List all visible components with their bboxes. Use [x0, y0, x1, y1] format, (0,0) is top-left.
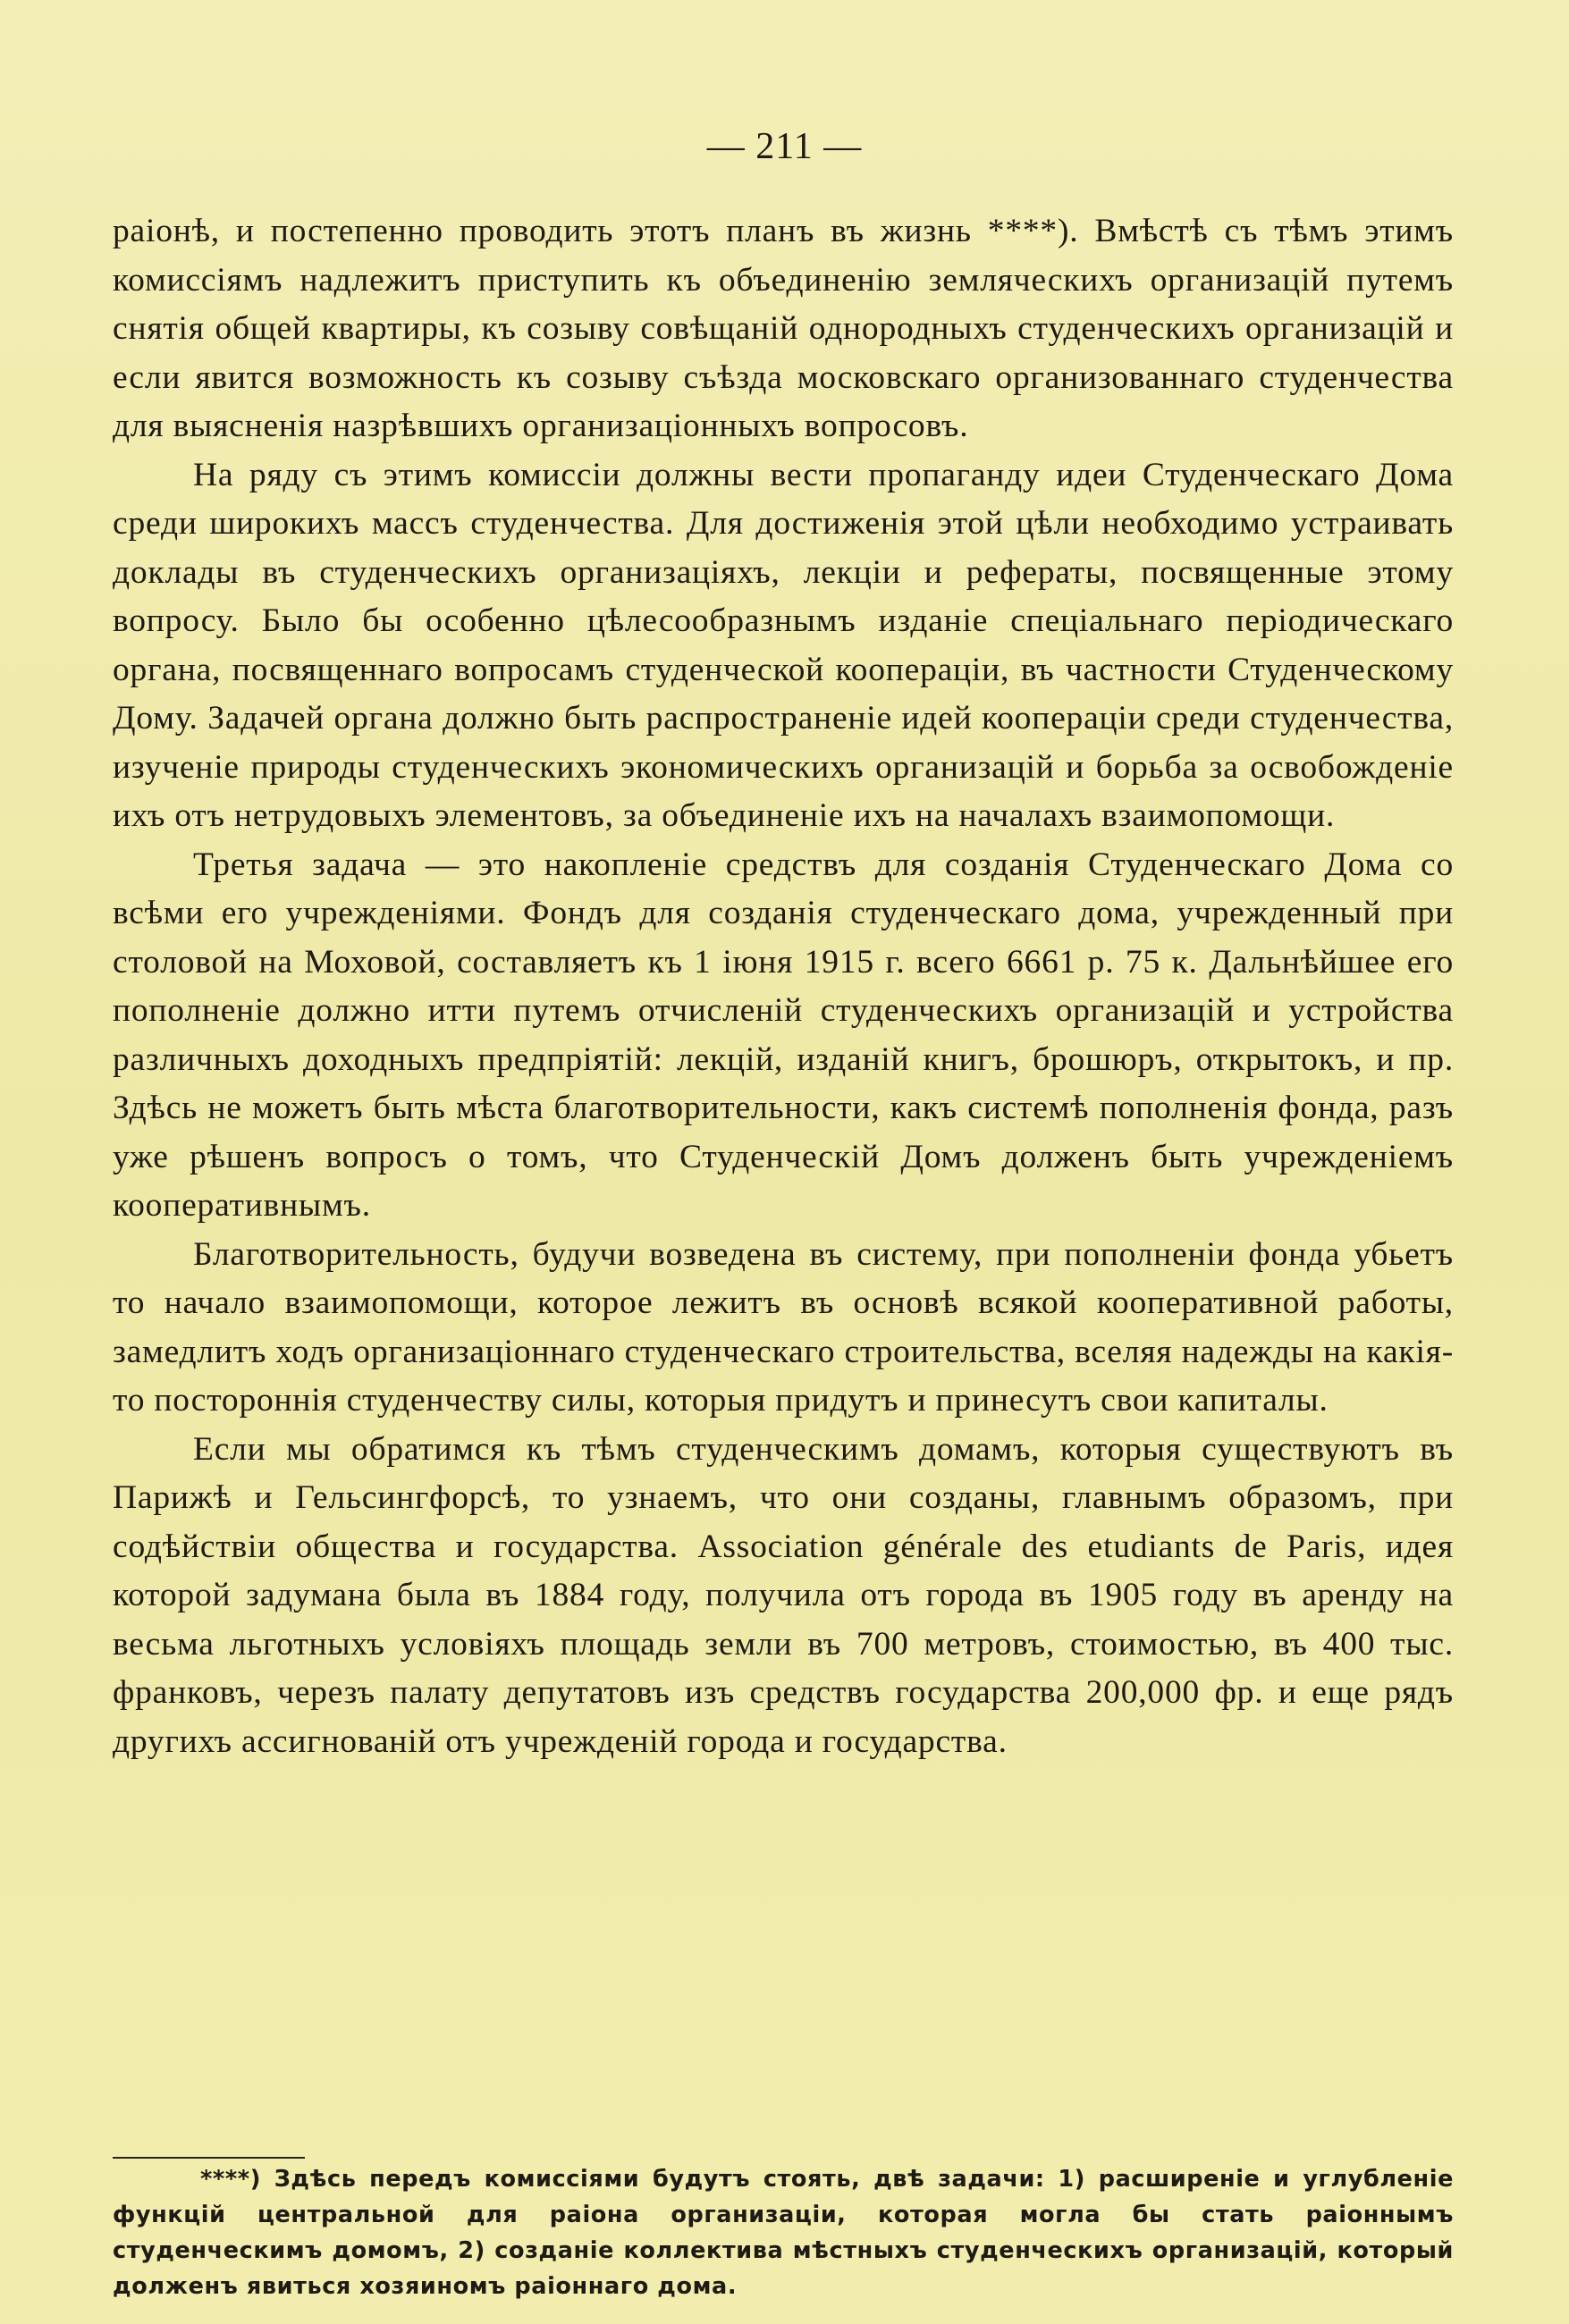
footnote	[113, 2161, 1454, 2304]
footnote-divider	[113, 2157, 305, 2159]
paragraph: Если мы обратимся къ тѣмъ студенческимъ домамъ, которыя существуютъ въ Парижѣ и Гельсингфорсѣ, то узнаемъ, что они созданы, главнымъ образомъ, при содѣйствіи общества и государства. Association générale des etudiants de Paris, идея которой задумана была въ 1884 году, получила отъ города въ 1905 году въ аренду на весьма льготныхъ условіяхъ площадь земли въ 700 метровъ, стоимостью, въ 400 тыс. франковъ, черезъ палату депутатовъ изъ средствъ государства 200,000 фр. и еще рядъ другихъ ассигнованій отъ учрежденій города и государства.	[113, 1430, 1454, 1760]
paragraph: Благотворительность, будучи возведена въ систему, при пополненіи фонда убьетъ то начало взаимопомощи, которое лежитъ въ основѣ всякой кооперативной работы, замедлитъ ходъ организаціоннаго студенческаго строительства, вселяя надежды на какія-то постороннія студенчеству силы, которыя придутъ и принесутъ свои капиталы.	[113, 1235, 1454, 1419]
paragraph: Третья задача — это накопленіе средствъ для созданія Студенческаго Дома со всѣми его учрежденіями. Фондъ для созданія студенческаго дома, учрежденный при столовой на Моховой, составляетъ къ 1 іюня 1915 г. всего 6661 р. 75 к. Дальнѣйшее его пополненіе должно итти путемъ отчисленій студенческихъ организацій и устройства различныхъ доходныхъ предпріятій: лекцій, изданій книгъ, брошюръ, открытокъ, и пр. Здѣсь не можетъ быть мѣста благотворительности, какъ системѣ пополненія фонда, разъ уже рѣшенъ вопросъ о томъ, что Студенческій Домъ долженъ быть учрежденіемъ кооперативнымъ.	[113, 846, 1454, 1224]
paragraph-continuation: раіонѣ, и постепенно проводить этотъ планъ въ жизнь ****). Вмѣстѣ съ тѣмъ этимъ комиссіямъ надлежитъ приступить къ объединенію земляческихъ организацій путемъ снятія общей квартиры, къ созыву совѣщаній однородныхъ студенческихъ организацій и если явится возможность къ созыву съѣзда московскаго организованнаго студенчества для выясненія назрѣвшихъ организаціонныхъ вопросовъ.	[113, 213, 1454, 444]
body-text	[113, 207, 1454, 1766]
footnote-text: ****) Здѣсь передъ комиссіями будутъ стоять, двѣ задачи: 1) расширеніе и углубленіе функцій центральной для раіона организаціи, которая могла бы стать раіоннымъ студенческимъ домомъ, 2) созданіе коллектива мѣстныхъ студенческихъ организацій, который долженъ явиться хозяиномъ раіоннаго дома.	[113, 2166, 1454, 2300]
page-number: — 211 —	[706, 126, 863, 167]
paragraph: На ряду съ этимъ комиссіи должны вести пропаганду идеи Студенческаго Дома среди широкихъ массъ студенчества. Для достиженія этой цѣли необходимо устраивать доклады въ студенческихъ организаціяхъ, лекціи и рефераты, посвященные этому вопросу. Было бы особенно цѣлесообразнымъ изданіе спеціальнаго періодическаго органа, посвященнаго вопросамъ студенческой коопераціи, въ частности Студенческому Дому. Задачей органа должно быть распространеніе идей коопераціи среди студенчества, изученіе природы студенческихъ экономическихъ организацій и борьба за освобожденіе ихъ отъ нетрудовыхъ элементовъ, за объединеніе ихъ на началахъ взаимопомощи.	[113, 456, 1454, 834]
